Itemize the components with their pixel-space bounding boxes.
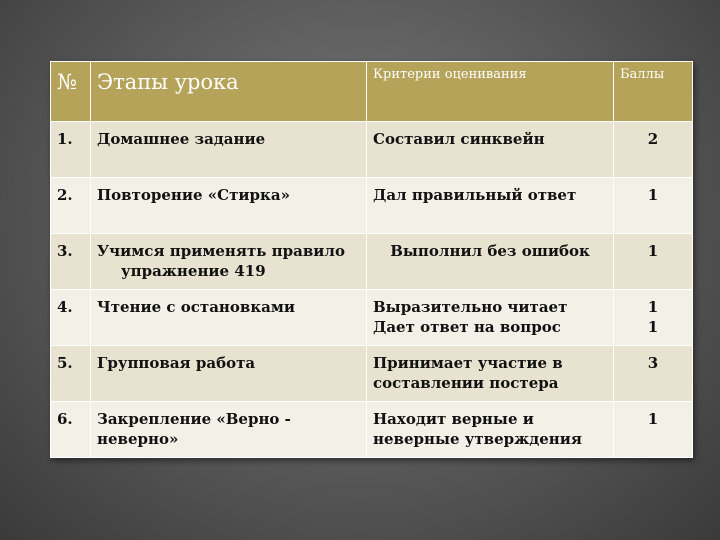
stage-cell [91, 234, 367, 290]
criteria-text: Составил синквейн [373, 130, 545, 148]
criteria-text: Выполнил без ошибок [390, 242, 590, 260]
stage-cell [91, 402, 367, 458]
criteria-cell [367, 234, 614, 290]
score-value: 2 [647, 130, 659, 148]
score-value: 1 [647, 186, 659, 204]
row-number: 3. [51, 234, 91, 290]
row-number: 5. [51, 346, 91, 402]
criteria-cell [367, 346, 614, 402]
criteria-cell [367, 122, 614, 178]
score-cell [614, 234, 693, 290]
header-points: Баллы [614, 62, 693, 122]
stage-cell [91, 346, 367, 402]
stage-text: неверно» [97, 430, 179, 448]
stage-text: Групповая работа [97, 354, 256, 372]
score-value: 1 [647, 318, 659, 336]
table-header-row [51, 62, 693, 122]
score-value: 1 [647, 298, 659, 316]
score-cell [614, 290, 693, 346]
criteria-text: неверные утверждения [373, 430, 582, 448]
lesson-assessment-table [50, 61, 693, 458]
stage-cell [91, 290, 367, 346]
table-row [51, 122, 693, 178]
stage-text: Закрепление «Верно - [97, 410, 291, 428]
row-number: 2. [51, 178, 91, 234]
stage-text-continued: упражнение 419 [121, 262, 266, 280]
score-value: 1 [647, 410, 659, 428]
stage-cell [91, 122, 367, 178]
table-row [51, 290, 693, 346]
criteria-text: Дает ответ на вопрос [373, 318, 561, 336]
criteria-cell [367, 402, 614, 458]
score-cell [614, 346, 693, 402]
criteria-cell [367, 178, 614, 234]
score-cell [614, 122, 693, 178]
stage-text: Учимся применять правило [97, 242, 345, 260]
table-row [51, 402, 693, 458]
criteria-text: Находит верные и [373, 410, 534, 428]
header-stages: Этапы урока [91, 62, 367, 122]
header-criteria: Критерии оценивания [367, 62, 614, 122]
criteria-cell [367, 290, 614, 346]
stage-text: Домашнее задание [97, 130, 266, 148]
criteria-text: Принимает участие в [373, 354, 563, 372]
table-row [51, 234, 693, 290]
table-row [51, 346, 693, 402]
score-cell [614, 178, 693, 234]
score-cell [614, 402, 693, 458]
criteria-text: составлении постера [373, 374, 559, 392]
row-number: 1. [51, 122, 91, 178]
row-number: 6. [51, 402, 91, 458]
stage-cell [91, 178, 367, 234]
score-value: 1 [647, 242, 659, 260]
criteria-text: Выразительно читает [373, 298, 568, 316]
criteria-text: Дал правильный ответ [373, 186, 577, 204]
row-number: 4. [51, 290, 91, 346]
stage-text: Чтение с остановками [97, 298, 296, 316]
score-value: 3 [647, 354, 659, 372]
stage-text: Повторение «Стирка» [97, 186, 290, 204]
table-row [51, 178, 693, 234]
header-number: № [51, 62, 91, 122]
